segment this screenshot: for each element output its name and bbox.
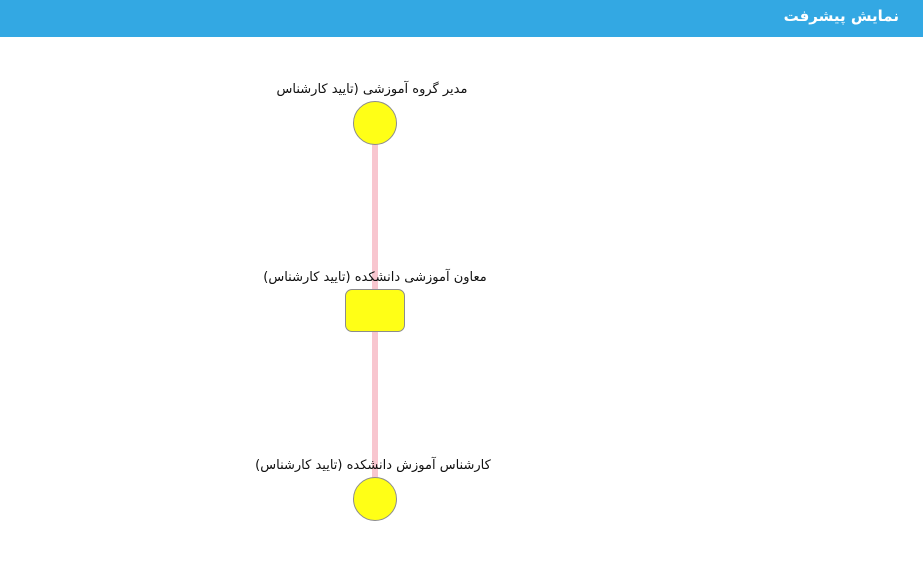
node-label-faculty-expert: کارشناس آموزش دانشکده (تایید کارشناس): [255, 458, 491, 473]
page-header: [0, 0, 923, 37]
page-title: نمایش پیشرفت: [783, 7, 899, 25]
edge-node2-node3: [372, 331, 378, 478]
node-faculty-deputy[interactable]: [345, 289, 405, 332]
workflow-diagram: [0, 37, 923, 583]
node-faculty-expert[interactable]: [353, 477, 397, 521]
node-label-department-head: مدیر گروه آموزشی (تایید کارشناس: [276, 82, 468, 97]
node-department-head[interactable]: [353, 101, 397, 145]
node-label-faculty-deputy: معاون آموزشی دانشکده (تایید کارشناس): [263, 270, 487, 285]
